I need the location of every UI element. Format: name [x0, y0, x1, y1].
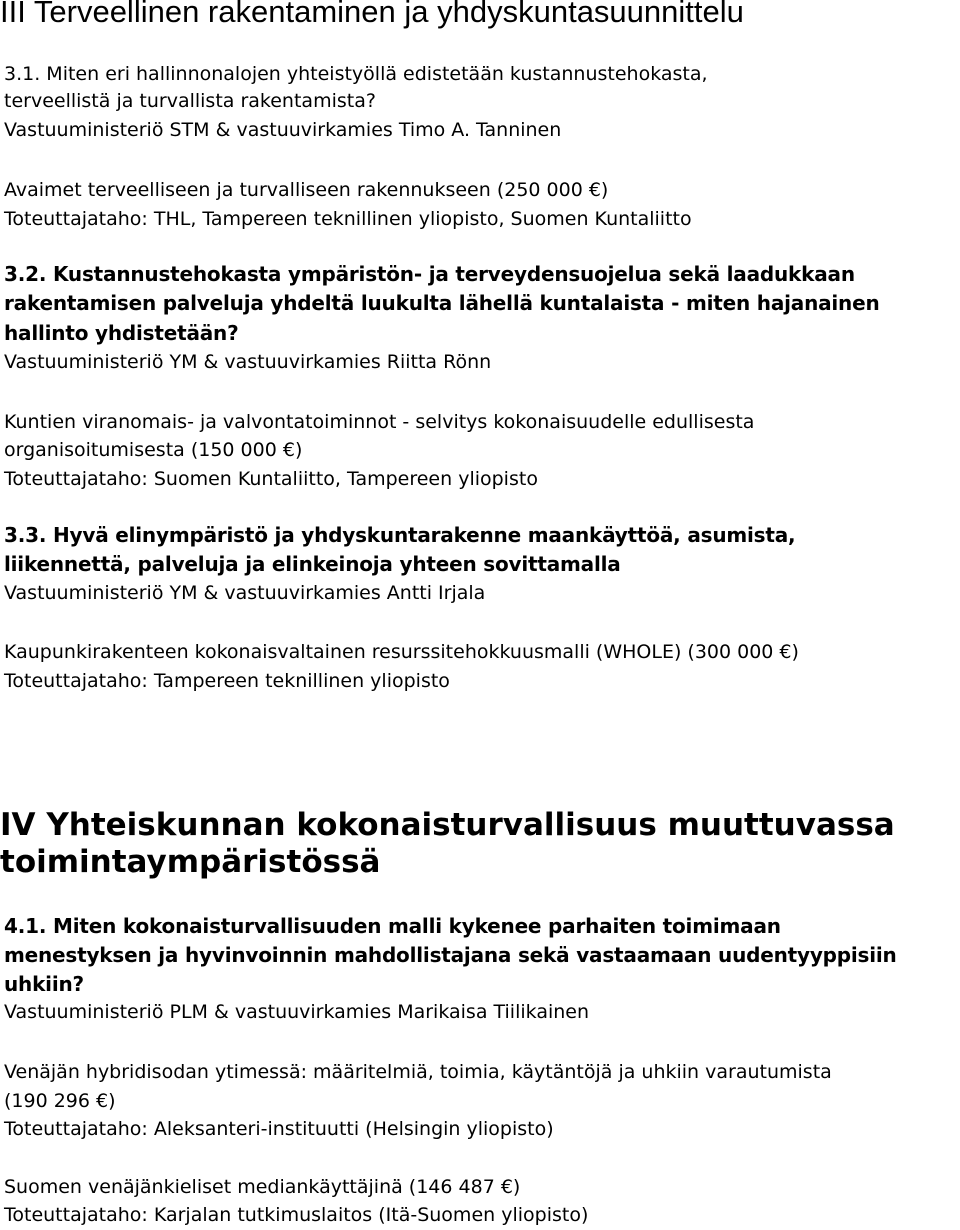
question-3-1-responsible: Vastuuministeriö STM & vastuuvirkamies Timo A. Tanninen	[4, 119, 562, 141]
question-4-1-project-2: Suomen venäjänkieliset mediankäyttäjinä (146 487 €)	[4, 1176, 521, 1198]
question-3-3-heading-line-2: liikennettä, palveluja ja elinkeinoja yhteen sovittamalla	[4, 552, 621, 576]
question-4-1-heading-line-1: 4.1. Miten kokonaisturvallisuuden malli kykenee parhaiten toimimaan	[4, 914, 781, 938]
question-3-2-project-line-2: organisoitumisesta (150 000 €)	[4, 439, 303, 461]
question-3-3-responsible: Vastuuministeriö YM & vastuuvirkamies Antti Irjala	[4, 582, 486, 604]
question-4-1-responsible: Vastuuministeriö PLM & vastuuvirkamies Marikaisa Tiilikainen	[4, 1001, 590, 1023]
question-3-2-project-line-1: Kuntien viranomais- ja valvontatoiminnot - selvitys kokonaisuudelle edullisesta	[4, 411, 755, 433]
question-3-2-heading-line-1: 3.2. Kustannustehokasta ympäristön- ja terveydensuojelua sekä laadukkaan	[4, 262, 855, 286]
question-3-3-heading-line-1: 3.3. Hyvä elinympäristö ja yhdyskuntarakenne maankäyttöä, asumista,	[4, 523, 796, 547]
question-3-3-implementer: Toteuttajataho: Tampereen teknillinen yliopisto	[4, 670, 450, 692]
question-3-1-heading-line-1: 3.1. Miten eri hallinnonalojen yhteistyöllä edistetään kustannustehokasta,	[4, 63, 708, 85]
question-3-2-heading-line-2: rakentamisen palveluja yhdeltä luukulta lähellä kuntalaista - miten hajanainen	[4, 291, 880, 315]
question-4-1-project-2-implementer: Toteuttajataho: Karjalan tutkimuslaitos (Itä-Suomen yliopisto)	[4, 1204, 589, 1226]
question-4-1-heading-line-2: menestyksen ja hyvinvoinnin mahdollistajana sekä vastaamaan uudentyyppisiin	[4, 943, 897, 967]
section-4-title-line-2: toimintaympäristössä	[0, 844, 381, 880]
question-3-2-heading-line-3: hallinto yhdistetään?	[4, 321, 239, 345]
section-3-title: III Terveellinen rakentaminen ja yhdyskuntasuunnittelu	[0, 0, 744, 29]
question-3-3-project: Kaupunkirakenteen kokonaisvaltainen resurssitehokkuusmalli (WHOLE) (300 000 €)	[4, 641, 799, 663]
question-3-1-project: Avaimet terveelliseen ja turvalliseen rakennukseen (250 000 €)	[4, 179, 609, 201]
question-3-1-heading-line-2: terveellistä ja turvallista rakentamista?	[4, 90, 376, 112]
section-4-title-line-1: IV Yhteiskunnan kokonaisturvallisuus muuttuvassa	[0, 807, 895, 843]
question-3-1-implementer: Toteuttajataho: THL, Tampereen teknillinen yliopisto, Suomen Kuntaliitto	[4, 208, 692, 230]
question-3-2-implementer: Toteuttajataho: Suomen Kuntaliitto, Tampereen yliopisto	[4, 468, 538, 490]
question-4-1-project-1-line-2: (190 296 €)	[4, 1090, 116, 1112]
question-4-1-project-1-implementer: Toteuttajataho: Aleksanteri-instituutti (Helsingin yliopisto)	[4, 1118, 554, 1140]
question-3-2-responsible: Vastuuministeriö YM & vastuuvirkamies Riitta Rönn	[4, 351, 492, 373]
question-4-1-heading-line-3: uhkiin?	[4, 972, 84, 996]
question-4-1-project-1-line-1: Venäjän hybridisodan ytimessä: määritelmiä, toimia, käytäntöjä ja uhkiin varautumista	[4, 1061, 832, 1083]
